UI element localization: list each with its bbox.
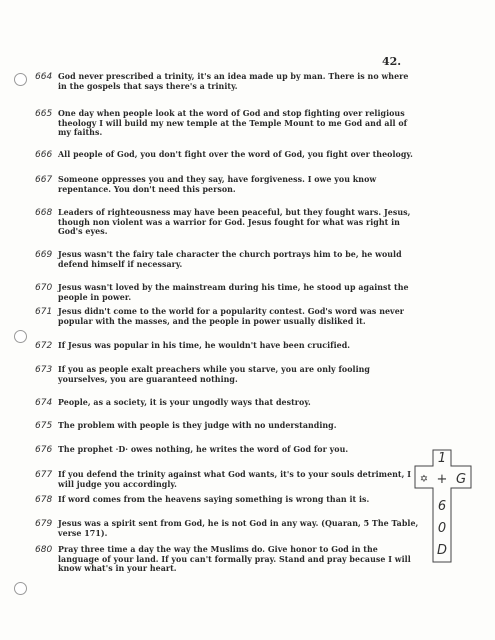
entry-text: If you defend the trinity against what God wants, it's to your souls detriment, I will judge you accordingly. (58, 470, 411, 489)
entry-number: 677 (35, 470, 53, 480)
cross-right-letter: G (455, 472, 467, 487)
entry-664 (35, 72, 420, 91)
entry-text: If you as people exalt preachers while you starve, you are only fooling yourselves, you are guaranteed nothing. (58, 365, 370, 384)
entry-669 (35, 250, 420, 269)
entry-text: Jesus didn't come to the world for a popularity contest. God's word was never popular with the masses, and the people in power usually disliked it. (58, 307, 404, 326)
cross-top-number: 1 (437, 451, 447, 466)
entry-text: The problem with people is they judge with no understanding. (58, 421, 337, 430)
entry-671 (35, 307, 420, 326)
entry-text: Jesus was a spirit sent from God, he is not God in any way. (Quaran, 5 The Table, verse 171). (58, 519, 419, 538)
entry-number: 670 (35, 283, 53, 293)
entry-text: People, as a society, it is your ungodly ways that destroy. (58, 398, 311, 407)
entry-number: 679 (35, 519, 53, 529)
entry-number: 666 (35, 150, 53, 160)
entry-677 (35, 470, 420, 489)
signature-cross (413, 448, 473, 564)
entry-number: 673 (35, 365, 53, 375)
binder-hole-middle (14, 330, 27, 343)
entry-number: 678 (35, 495, 53, 505)
entry-text: One day when people look at the word of God and stop fighting over religious theology I will build my new temple at the Temple Mount to me God and all of my faiths. (58, 109, 408, 138)
entry-number: 667 (35, 175, 53, 185)
cross-letter-6: 6 (437, 499, 447, 514)
entry-666 (35, 150, 420, 160)
entry-text: Someone oppresses you and they say, have forgiveness. I owe you know repentance. You don't need this person. (58, 175, 377, 194)
entry-text: God never prescribed a trinity, it's an idea made up by man. There is no where in the gospels that says there's a trinity. (58, 72, 409, 91)
entry-number: 664 (35, 72, 53, 82)
entry-number: 674 (35, 398, 53, 408)
entry-text: Leaders of righteousness may have been peaceful, but they fought wars. Jesus, though non violent was a warrior for God. Jesus fought for what was right in God's eyes. (58, 208, 411, 237)
entry-number: 675 (35, 421, 53, 431)
entry-678 (35, 495, 420, 505)
entry-text: Jesus wasn't the fairy tale character the church portrays him to be, he would defend himself if necessary. (58, 250, 402, 269)
entry-679 (35, 519, 420, 538)
entry-667 (35, 175, 420, 194)
entry-675 (35, 421, 420, 431)
entry-text: If word comes from the heavens saying something is wrong than it is. (58, 495, 370, 504)
page-number: 42. (382, 55, 402, 68)
entry-680 (35, 545, 420, 574)
entry-665 (35, 109, 420, 138)
entry-number: 668 (35, 208, 53, 218)
cross-letter-d: D (436, 543, 448, 558)
entry-672 (35, 341, 420, 351)
entry-number: 680 (35, 545, 53, 555)
entry-670 (35, 283, 420, 302)
binder-hole-top (14, 73, 27, 86)
binder-hole-bottom (14, 582, 27, 595)
cross-center-symbol: + (436, 472, 448, 487)
entry-676 (35, 445, 420, 455)
entry-number: 676 (35, 445, 53, 455)
entry-text: If Jesus was popular in his time, he wouldn't have been crucified. (58, 341, 351, 350)
entry-text: All people of God, you don't fight over the word of God, you fight over theology. (58, 150, 413, 159)
entry-text: Jesus wasn't loved by the mainstream during his time, he stood up against the people in power. (58, 283, 409, 302)
entry-673 (35, 365, 420, 384)
entry-668 (35, 208, 420, 237)
entry-number: 671 (35, 307, 53, 317)
entry-674 (35, 398, 420, 408)
cross-letter-0: 0 (437, 521, 447, 536)
entry-number: 669 (35, 250, 53, 260)
entry-text: Pray three time a day the way the Muslims do. Give honor to God in the language of your land. If you can't formally pray. Stand and pray because I will know what's in your heart. (58, 545, 411, 574)
entry-text: The prophet ·D· owes nothing, he writes the word of God for you. (58, 445, 349, 454)
entry-number: 665 (35, 109, 53, 119)
star-of-david-icon: ✡ (419, 474, 429, 485)
entry-number: 672 (35, 341, 53, 351)
